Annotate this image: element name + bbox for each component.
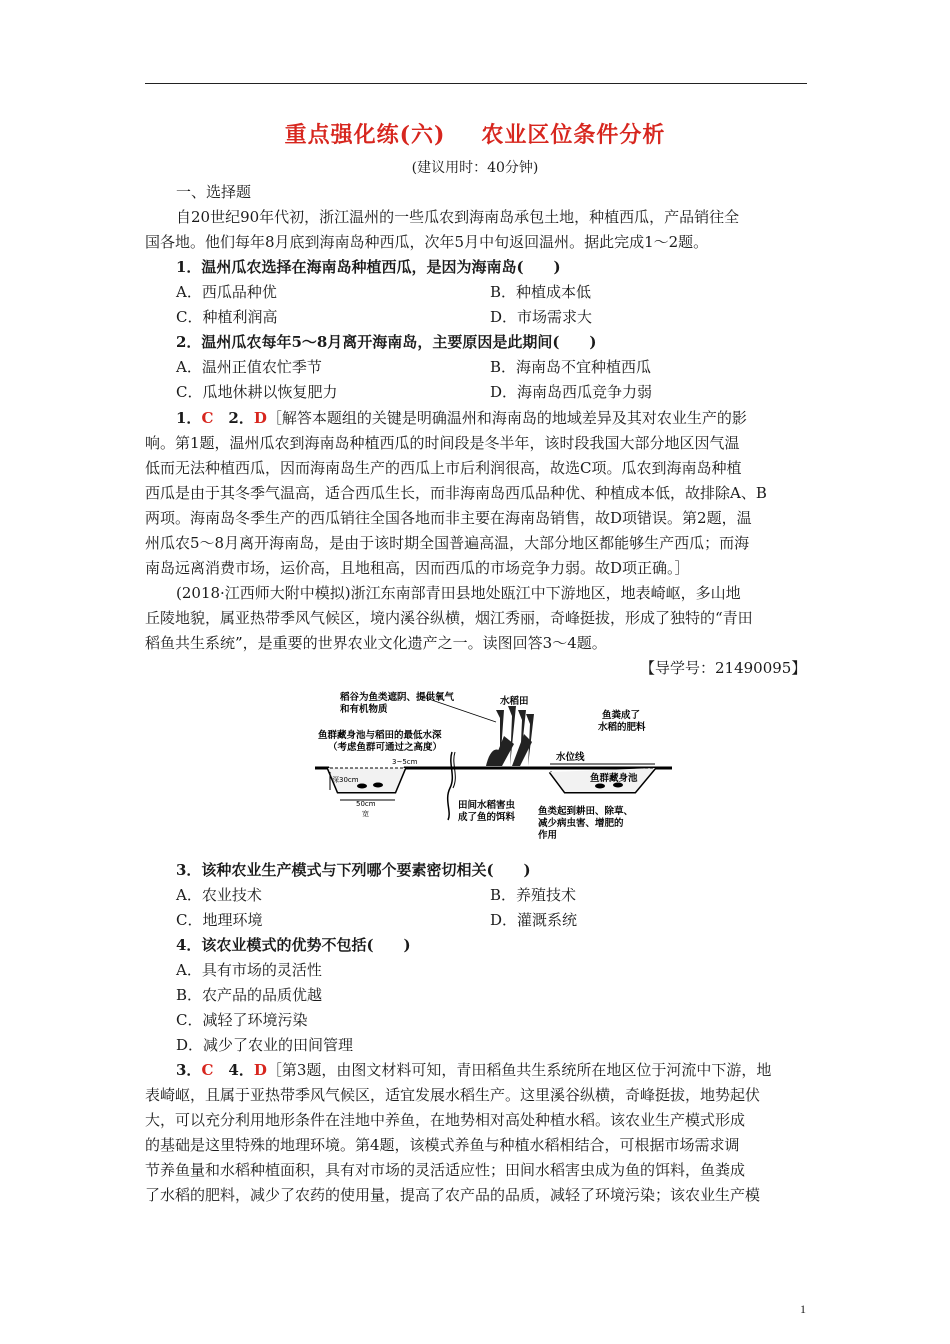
answer-letter: C	[201, 1061, 214, 1079]
answer-text: 两项。海南岛冬季生产的西瓜销往全国各地而非主要在海南岛销售，故D项错误。第2题，温	[145, 509, 752, 527]
answer-text: 响。第1题，温州瓜农到海南岛种植西瓜的时间段是冬半年，该时段我国大部分地区因气温	[145, 434, 740, 452]
q1-option-b: B．种植成本低	[490, 283, 592, 301]
diagram-label: 稻谷为鱼类遮阴、提供氧气	[340, 692, 455, 703]
answer-number: 1．	[176, 409, 202, 427]
q3-option-c: C．地理环境	[176, 911, 263, 929]
diagram-label: 减少病虫害、增肥的	[538, 818, 624, 829]
answer-text: 低而无法种植西瓜，因而海南岛生产的西瓜上市后利润很高，故选C项。瓜农到海南岛种植	[145, 459, 742, 477]
diagram-label: 成了鱼的饵料	[458, 812, 516, 823]
answer-text: ［解答本题组的关键是明确温州和海南岛的地域差异及其对农业生产的影	[266, 409, 747, 427]
answer-letter: C	[201, 409, 214, 427]
diagram-label: 鱼粪成了	[602, 710, 641, 721]
q2-option-b: B．海南岛不宜种植西瓜	[490, 358, 652, 376]
pest-curve	[448, 752, 453, 820]
q1-option-c: C．种植利润高	[176, 308, 278, 326]
answer-letter: D	[253, 1061, 267, 1079]
answer-text: 了水稻的肥料，减少了农药的使用量，提高了农产品的品质，减轻了环境污染；该农业生产模	[145, 1186, 761, 1204]
q2-option-a: A．温州正值农忙季节	[176, 358, 322, 376]
diagram-label: 深30cm	[332, 776, 359, 784]
answer-text: 表崎岖，且属于亚热带季风气候区，适宜发展水稻生产。这里溪谷纵横，奇峰挺拔，地势起伏	[145, 1086, 761, 1104]
guide-number: 【导学号：21490095】	[640, 659, 807, 677]
answer-text: 的基础是这里特殊的地理环境。第4题，该模式养鱼与种植水稻相结合，可根据市场需求调	[145, 1136, 740, 1154]
answer-text: 州瓜农5～8月离开海南岛，是由于该时期全国普遍高温，大部分地区都能够生产西瓜；而海	[145, 534, 750, 552]
q3-option-b: B．养殖技术	[490, 886, 577, 904]
diagram-label: 宽	[362, 810, 369, 818]
q1-option-a: A．西瓜品种优	[176, 283, 277, 301]
q4-option-b: B．农产品的品质优越	[176, 986, 323, 1004]
q3-option-d: D．灌溉系统	[490, 911, 578, 929]
q3-option-a: A．农业技术	[176, 886, 262, 904]
intro2-line: 丘陵地貌，属亚热带季风气候区，境内溪谷纵横，烟江秀丽，奇峰挺拔，形成了独特的“青田	[145, 609, 753, 627]
q4-option-d: D．减少了农业的田间管理	[176, 1036, 354, 1054]
diagram-label: 水位线	[556, 752, 585, 763]
diagram-label: 鱼群藏身池与稻田的最低水深	[318, 730, 442, 741]
page-number: 1	[800, 1302, 806, 1316]
question-1-stem: 1．温州瓜农选择在海南岛种植西瓜，是因为海南岛( )	[176, 258, 561, 276]
answer-text: 大，可以充分利用地形条件在洼地中养鱼，在地势相对高处种植水稻。该农业生产模式形成	[145, 1111, 746, 1129]
q2-option-d: D．海南岛西瓜竞争力弱	[490, 383, 653, 401]
page-title	[0, 118, 950, 149]
diagram-label: （考虑鱼群可通过之高度）	[328, 742, 443, 753]
question-3-stem: 3．该种农业生产模式与下列哪个要素密切相关( )	[176, 861, 531, 879]
answer-1-line	[176, 408, 747, 428]
title-part2: 农业区位条件分析	[481, 122, 666, 148]
q1-option-d: D．市场需求大	[490, 308, 593, 326]
q4-option-c: C．减轻了环境污染	[176, 1011, 308, 1029]
intro2-line: 稻鱼共生系统”，是重要的世界农业文化遗产之一。读图回答3～4题。	[145, 634, 607, 652]
diagram-label: 3~5cm	[392, 758, 418, 766]
intro-line: 国各地。他们每年8月底到海南岛种西瓜，次年5月中旬返回温州。据此完成1～2题。	[145, 233, 709, 251]
subtitle: (建议用时：40分钟)	[411, 160, 539, 176]
q4-option-a: A．具有市场的灵活性	[176, 961, 322, 979]
diagram-label: 水稻田	[500, 696, 529, 707]
diagram-label: 鱼群藏身池	[590, 773, 638, 784]
q2-option-c: C．瓜地休耕以恢复肥力	[176, 383, 338, 401]
diagram-label: 水稻的肥料	[598, 722, 646, 733]
intro2-line: (2018·江西师大附中模拟)浙江东南部青田县地处瓯江中下游地区，地表崎岖，多山地	[176, 584, 741, 602]
answer-number: 3．	[176, 1061, 202, 1079]
intro-line: 自20世纪90年代初，浙江温州的一些瓜农到海南岛承包土地，种植西瓜，产品销往全	[176, 208, 740, 226]
answer-number: 2．	[213, 409, 254, 427]
answer-text: ［第3题，由图文材料可知，青田稻鱼共生系统所在地区位于河流中下游，地	[266, 1061, 772, 1079]
diagram-label: 和有机物质	[340, 704, 388, 715]
rice-fish-diagram	[300, 688, 672, 848]
diagram-label: 田间水稻害虫	[458, 800, 516, 811]
top-rule	[145, 83, 807, 84]
section-heading: 一、选择题	[176, 183, 252, 201]
question-2-stem: 2．温州瓜农每年5～8月离开海南岛，主要原因是此期间( )	[176, 333, 597, 351]
answer-text: 南岛远离消费市场，运价高，且地租高，因而西瓜的市场竞争力弱。故D项正确。］	[145, 559, 690, 577]
answer-number: 4．	[213, 1061, 254, 1079]
diagram-label: 50cm	[356, 800, 376, 808]
answer-letter: D	[253, 409, 267, 427]
title-part1: 重点强化练(六)	[284, 122, 446, 148]
rice-plants-icon	[486, 706, 534, 766]
answer-text: 节养鱼量和水稻种植面积，具有对市场的灵活适应性；田间水稻害虫成为鱼的饵料，鱼粪成	[145, 1161, 746, 1179]
answer-2-line	[176, 1060, 771, 1080]
answer-text: 西瓜是由于其冬季气温高，适合西瓜生长，而非海南岛西瓜品种优、种植成本低，故排除A、B	[145, 484, 767, 502]
diagram-label: 鱼类起到耕田、除草、	[538, 806, 634, 817]
question-4-stem: 4．该农业模式的优势不包括( )	[176, 936, 411, 954]
diagram-label: 作用	[538, 830, 558, 841]
